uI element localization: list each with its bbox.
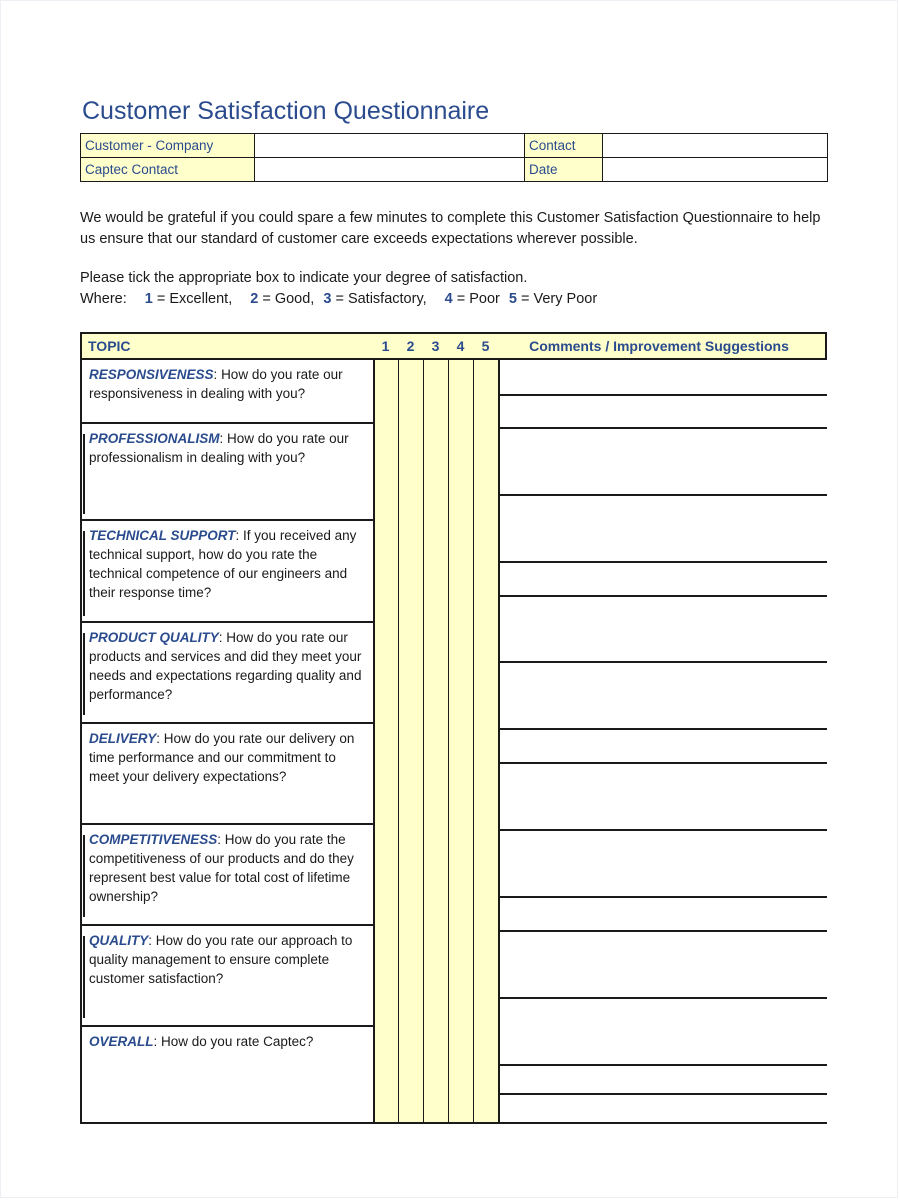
comment-field[interactable] bbox=[498, 932, 827, 999]
comment-field[interactable] bbox=[498, 898, 827, 932]
form-sheet bbox=[80, 96, 828, 1124]
intro-instruction: Please tick the appropriate box to indicate your degree of satisfaction. bbox=[80, 270, 528, 286]
topic-name: PROFESSIONALISM bbox=[89, 431, 220, 446]
topic-name: OVERALL bbox=[89, 1034, 154, 1049]
topic-text: How do you rate our approach to quality management to ensure complete customer satisfaction? bbox=[89, 933, 353, 986]
cell-edge-marker bbox=[83, 835, 85, 917]
topic-text: How do you rate our professionalism in dealing with you? bbox=[89, 431, 349, 465]
comment-field[interactable] bbox=[498, 831, 827, 898]
topic-text: How do you rate our products and services and did they meet your needs and expectations regarding quality and performance? bbox=[89, 630, 362, 702]
intro-block bbox=[80, 208, 830, 310]
comment-field[interactable] bbox=[498, 1095, 827, 1122]
topic-name: TECHNICAL SUPPORT bbox=[89, 528, 236, 543]
comment-field[interactable] bbox=[498, 396, 827, 429]
contact-field[interactable] bbox=[603, 134, 828, 158]
question-cell-technical-support bbox=[82, 521, 373, 623]
scale-num-3: 3 bbox=[323, 291, 332, 307]
column-header-topic: TOPIC bbox=[88, 338, 131, 354]
question-cell-professionalism bbox=[82, 424, 373, 521]
topic-sep: : bbox=[219, 431, 228, 446]
captec-contact-field[interactable] bbox=[255, 158, 525, 182]
column-header-rating-3: 3 bbox=[431, 338, 440, 354]
column-header-comments: Comments / Improvement Suggestions bbox=[529, 338, 789, 354]
comment-field[interactable] bbox=[498, 663, 827, 730]
scale-text-1: = Excellent, bbox=[156, 291, 233, 307]
comment-field[interactable] bbox=[498, 360, 827, 396]
column-rule bbox=[473, 334, 474, 1122]
comment-field[interactable] bbox=[498, 429, 827, 496]
topic-sep: : bbox=[218, 630, 227, 645]
captec-contact-label: Captec Contact bbox=[81, 158, 255, 182]
comment-field[interactable] bbox=[498, 563, 827, 597]
cell-edge-marker bbox=[83, 936, 85, 1018]
table-header-row bbox=[82, 334, 825, 360]
topic-text: How do you rate the competitiveness of our products and do they represent best value for total cost of lifetime ownership? bbox=[89, 832, 354, 904]
customer-company-label: Customer - Company bbox=[81, 134, 255, 158]
rating-scale-legend bbox=[80, 289, 830, 310]
cell-edge-marker bbox=[83, 434, 85, 514]
scale-num-2: 2 bbox=[250, 291, 259, 307]
column-header-rating-5: 5 bbox=[481, 338, 490, 354]
scale-num-4: 4 bbox=[444, 291, 453, 307]
column-rule bbox=[398, 334, 399, 1122]
topic-text: How do you rate our responsiveness in dealing with you? bbox=[89, 367, 343, 401]
comment-field[interactable] bbox=[498, 764, 827, 831]
rating-column-5[interactable] bbox=[473, 334, 498, 1122]
scale-num-5: 5 bbox=[508, 291, 517, 307]
date-label: Date bbox=[525, 158, 603, 182]
question-cell-product-quality bbox=[82, 623, 373, 724]
topic-sep: : bbox=[217, 832, 225, 847]
scale-text-4: = Poor bbox=[456, 291, 500, 307]
topic-name: PRODUCT QUALITY bbox=[89, 630, 219, 645]
topic-name: COMPETITIVENESS bbox=[89, 832, 218, 847]
where-label: Where: bbox=[80, 291, 127, 307]
question-cell-overall bbox=[82, 1027, 373, 1122]
date-field[interactable] bbox=[603, 158, 828, 182]
comment-field[interactable] bbox=[498, 1066, 827, 1095]
topic-name: DELIVERY bbox=[89, 731, 157, 746]
rating-column-1[interactable] bbox=[373, 334, 398, 1122]
comment-field[interactable] bbox=[498, 730, 827, 764]
scale-text-5: = Very Poor bbox=[521, 291, 598, 307]
intro-paragraph: We would be grateful if you could spare a few minutes to complete this Customer Satisfaction Questionnaire to help us ensure that our standard of customer care exceeds expectations wherever possible. bbox=[80, 210, 821, 247]
cell-edge-marker bbox=[83, 633, 85, 715]
topic-sep: : bbox=[213, 367, 222, 382]
table-row bbox=[81, 134, 828, 158]
column-header-rating-2: 2 bbox=[406, 338, 415, 354]
topic-sep: : bbox=[156, 731, 164, 746]
identification-table bbox=[80, 133, 828, 182]
scale-num-1: 1 bbox=[144, 291, 153, 307]
column-rule bbox=[448, 334, 449, 1122]
comment-field[interactable] bbox=[498, 597, 827, 663]
comment-field[interactable] bbox=[498, 496, 827, 563]
column-rule bbox=[423, 334, 424, 1122]
rating-column-2[interactable] bbox=[398, 334, 423, 1122]
question-cell-competitiveness bbox=[82, 825, 373, 926]
topic-sep: : bbox=[153, 1034, 162, 1049]
topic-text: How do you rate Captec? bbox=[161, 1034, 314, 1049]
topic-text: If you received any technical support, how do you rate the technical competence of our engineers and their response time? bbox=[89, 528, 357, 600]
column-rule bbox=[373, 334, 375, 1122]
comment-field[interactable] bbox=[498, 999, 827, 1066]
table-row bbox=[81, 158, 828, 182]
cell-edge-marker bbox=[83, 531, 85, 616]
rating-column-4[interactable] bbox=[448, 334, 473, 1122]
scale-text-3: = Satisfactory, bbox=[335, 291, 427, 307]
topic-sep: : bbox=[235, 528, 244, 543]
topic-sep: : bbox=[148, 933, 156, 948]
customer-company-field[interactable] bbox=[255, 134, 525, 158]
topic-text: How do you rate our delivery on time performance and our commitment to meet your delivery expectations? bbox=[89, 731, 355, 784]
column-header-rating-1: 1 bbox=[381, 338, 390, 354]
column-rule bbox=[498, 334, 500, 1122]
contact-label: Contact bbox=[525, 134, 603, 158]
question-cell-delivery bbox=[82, 724, 373, 825]
question-cell-quality bbox=[82, 926, 373, 1027]
topic-name: QUALITY bbox=[89, 933, 149, 948]
question-cell-responsiveness bbox=[82, 360, 373, 424]
questionnaire-table bbox=[80, 332, 827, 1124]
scale-text-2: = Good, bbox=[262, 291, 315, 307]
page-title: Customer Satisfaction Questionnaire bbox=[82, 97, 490, 125]
rating-column-3[interactable] bbox=[423, 334, 448, 1122]
topic-name: RESPONSIVENESS bbox=[89, 367, 214, 382]
column-header-rating-4: 4 bbox=[456, 338, 465, 354]
